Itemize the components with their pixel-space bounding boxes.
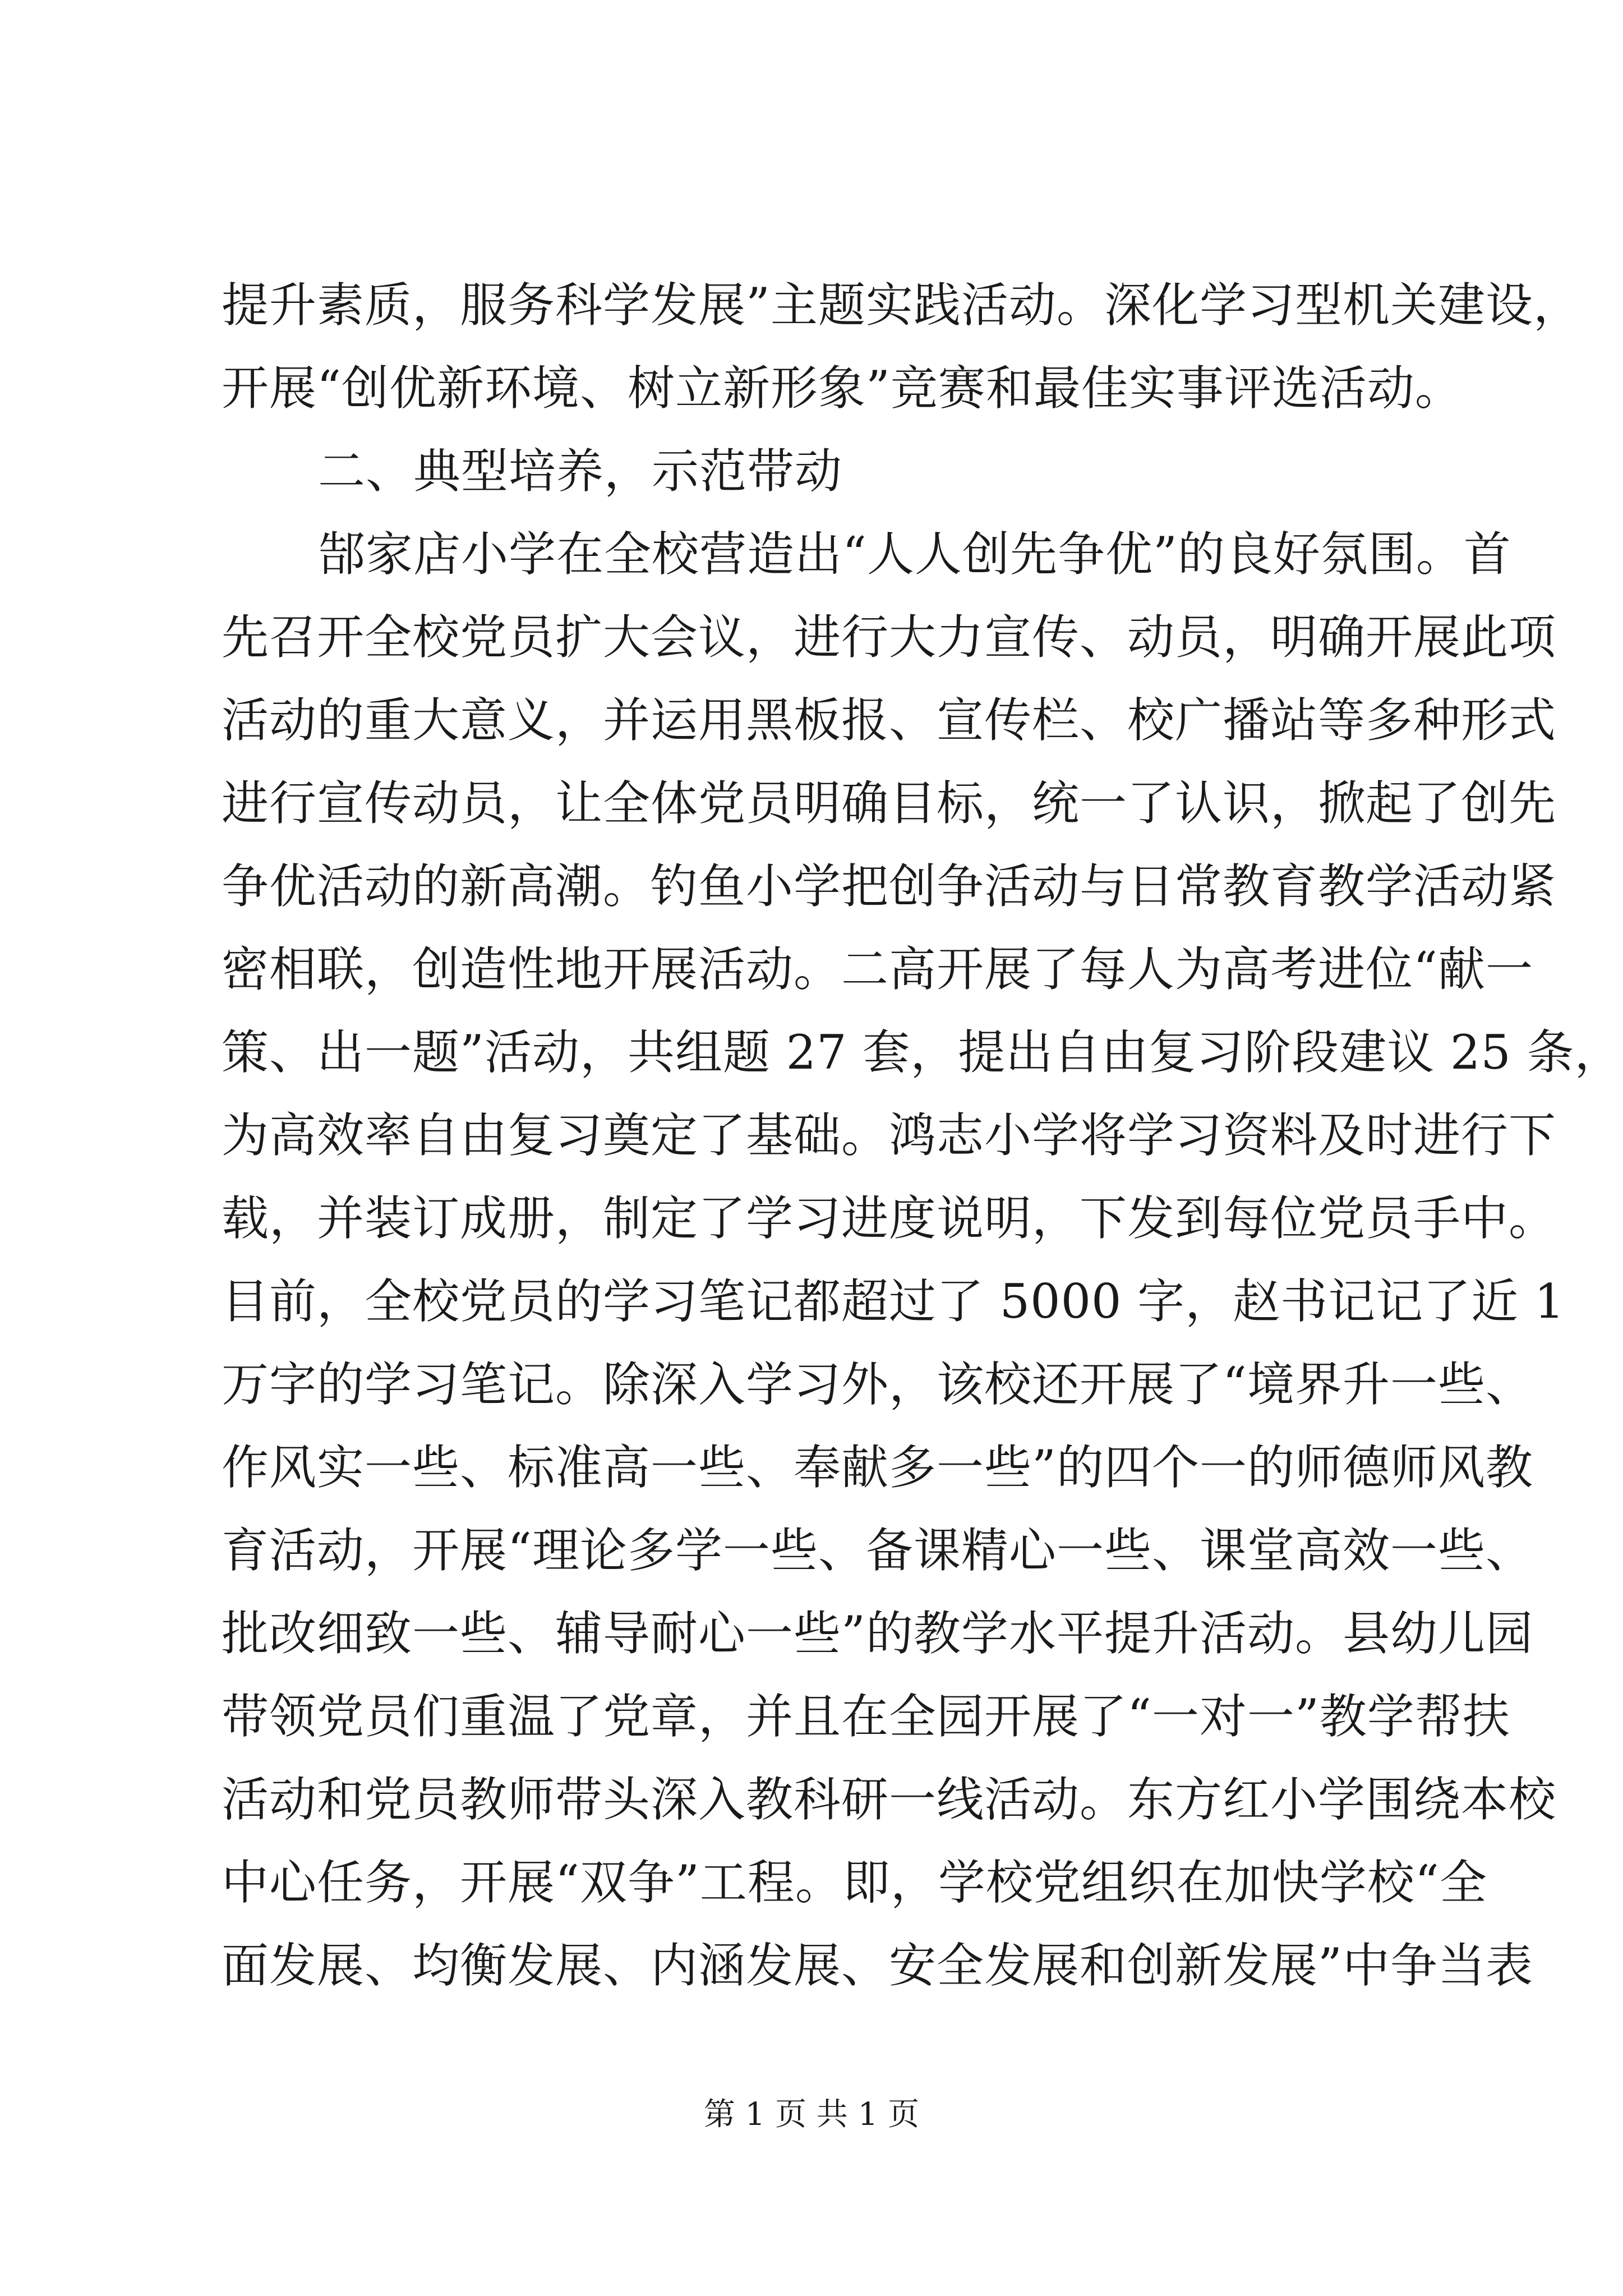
text-line: 作风实一些、标准高一些、奉献多一些”的四个一的师德师风教: [222, 1440, 1533, 1495]
text-line: 带领党员们重温了党章，并且在全园开展了“一对一”教学帮扶: [222, 1689, 1510, 1744]
text-line: 载，并装订成册，制定了学习进度说明，下发到每位党员手中。: [222, 1191, 1557, 1246]
text-line: 提升素质，服务科学发展”主题实践活动。深化学习型机关建设，: [222, 278, 1581, 333]
text-line: 密相联，创造性地开展活动。二高开展了每人为高考进位“献一: [222, 942, 1533, 997]
text-line: 目前，全校党员的学习笔记都超过了 5000 字，赵书记记了近 1: [222, 1274, 1565, 1329]
text-line: 郜家店小学在全校营造出“人人创先争优”的良好氛围。首: [318, 527, 1511, 582]
text-line: 活动和党员教师带头深入教科研一线活动。东方红小学围绕本校: [222, 1772, 1557, 1827]
section-heading: 二、典型培养，示范带动: [318, 444, 843, 499]
text-line: 进行宣传动员，让全体党员明确目标，统一了认识，掀起了创先: [222, 776, 1557, 831]
text-line: 先召开全校党员扩大会议，进行大力宣传、动员，明确开展此项: [222, 610, 1557, 665]
text-line: 争优活动的新高潮。钓鱼小学把创争活动与日常教育教学活动紧: [222, 859, 1557, 914]
text-line: 为高效率自由复习奠定了基础。鸿志小学将学习资料及时进行下: [222, 1108, 1557, 1163]
text-line: 万字的学习笔记。除深入学习外，该校还开展了“境界升一些、: [222, 1357, 1533, 1412]
text-line: 活动的重大意义，并运用黑板报、宣传栏、校广播站等多种形式: [222, 693, 1557, 748]
text-line: 育活动，开展“理论多学一些、备课精心一些、课堂高效一些、: [222, 1523, 1533, 1578]
body-text: [222, 264, 1622, 2007]
text-line: 开展“创优新环境、树立新形象”竞赛和最佳实事评选活动。: [222, 361, 1463, 416]
text-line: 中心任务，开展“双争”工程。即，学校党组织在加快学校“全: [222, 1855, 1487, 1910]
text-line: 策、出一题”活动，共组题 27 套，提出自由复习阶段建议 25 条，: [222, 1025, 1622, 1080]
page-footer: 第 1 页 共 1 页: [703, 2096, 920, 2133]
text-line: 面发展、均衡发展、内涵发展、安全发展和创新发展”中争当表: [222, 1938, 1533, 1993]
text-line: 批改细致一些、辅导耐心一些”的教学水平提升活动。县幼儿园: [222, 1606, 1533, 1661]
